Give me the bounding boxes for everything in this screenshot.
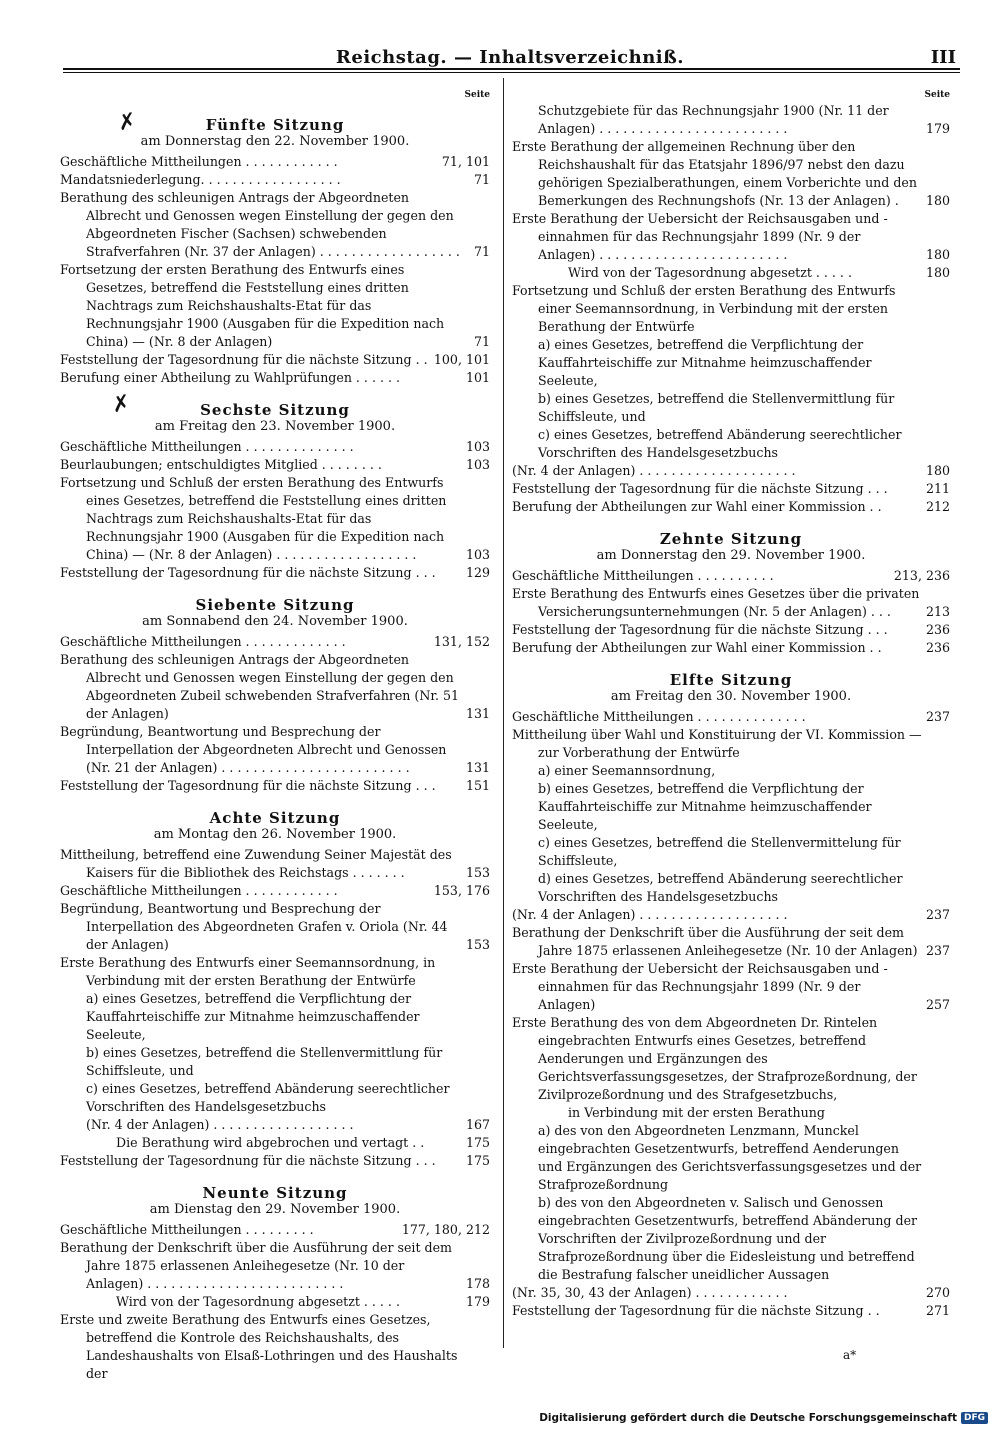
toc-entry <box>512 1284 950 1302</box>
entry-pages: 101 <box>465 370 490 385</box>
toc-entry <box>60 723 490 777</box>
page-number: III <box>930 47 956 68</box>
toc-entry <box>512 585 950 621</box>
toc-entry <box>60 777 490 795</box>
entry-text: Feststellung der Tagesordnung für die nächste Sitzung . . . <box>512 481 888 496</box>
running-title: Reichstag. — Inhaltsverzeichniß. <box>335 47 685 68</box>
entry-text: Feststellung der Tagesordnung für die nächste Sitzung . . <box>60 352 428 367</box>
toc-entry <box>512 924 950 960</box>
entry-text: Wird von der Tagesordnung abgesetzt . . . . . <box>568 265 852 280</box>
entry-text: (Nr. 4 der Anlagen) . . . . . . . . . . . . . . . . . . <box>86 1117 354 1132</box>
entry-text: Berathung des schleunigen Antrags der Abgeordneten Albrecht und Genossen wegen Einstellung der gegen den Abgeordneten Zubeil schwebenden Strafverfahren (Nr. 51 der Anlagen) <box>60 652 460 721</box>
session-date: am Montag den 26. November 1900. <box>153 827 397 842</box>
toc-entry <box>60 474 490 564</box>
entry-pages: 271 <box>925 1303 950 1318</box>
entry-text: (Nr. 4 der Anlagen) . . . . . . . . . . . . . . . . . . . <box>512 907 788 922</box>
entry-text: Erste Berathung der Uebersicht der Reichsausgaben und -einnahmen für das Rechnungsjahr 1899 (Nr. 9 der Anlagen) . . . . . . . . . . . . . . . . . . . . . . . . <box>512 211 888 262</box>
entry-text: b) eines Gesetzes, betreffend die Verpflichtung der Kauffahrteischiffe zur Mitnahme heimzuschaffender Seeleute, <box>538 781 872 832</box>
entry-text: c) eines Gesetzes, betreffend die Stellenvermittelung für Schiffsleute, <box>538 835 901 868</box>
entry-pages: 212 <box>925 499 950 514</box>
entry-pages: 131 <box>465 706 490 721</box>
toc-entry <box>60 1239 490 1293</box>
entry-pages: 180 <box>925 193 950 208</box>
toc-entry <box>512 138 950 210</box>
toc-entry <box>60 1080 490 1116</box>
entry-pages: 179 <box>925 121 950 136</box>
header-rule <box>63 68 960 70</box>
entry-text: Erste Berathung der allgemeinen Rechnung über den Reichshaushalt für das Etatsjahr 1896/97 nebst den dazu gehörigen Spezialberathungen, einem Vorberichte und den Bemerkungen des Rechnungshofs (Nr. 13 der Anlagen) . <box>512 139 917 208</box>
toc-entry <box>512 390 950 426</box>
entry-pages: 237 <box>925 943 950 958</box>
entry-text: Erste Berathung des Entwurfs einer Seemannsordnung, in Verbindung mit der ersten Berathung der Entwürfe <box>60 955 436 988</box>
session-date: am Donnerstag den 22. November 1900. <box>140 134 410 149</box>
toc-entry <box>60 1221 490 1239</box>
entry-pages: 180 <box>925 463 950 478</box>
entry-text: Berufung einer Abtheilung zu Wahlprüfungen . . . . . . <box>60 370 400 385</box>
entry-pages: 129 <box>465 565 490 580</box>
entry-text: Berathung des schleunigen Antrags der Abgeordneten Albrecht und Genossen wegen Einstellung der gegen den Abgeordneten Fischer (Sachsen) schwebenden Strafverfahren (Nr. 37 der Anlagen) . . . . . . . . . . . . . . . . . . <box>60 190 460 259</box>
entry-text: Berufung der Abtheilungen zur Wahl einer Kommission . . <box>512 499 882 514</box>
entry-text: a) des von den Abgeordneten Lenzmann, Munckel eingebrachten Gesetzentwurfs, betreffend Aenderungen und Ergänzungen des Gerichtsverfassungsgesetzes und der Strafprozeßordnung <box>538 1123 922 1192</box>
entry-text: Fortsetzung und Schluß der ersten Berathung des Entwurfs einer Seemannsordnung, in Verbindung mit der ersten Berathung der Entwürfe <box>512 283 896 334</box>
entry-text: in Verbindung mit der ersten Berathung <box>568 1105 825 1120</box>
entry-pages: 175 <box>465 1135 490 1150</box>
toc-entry <box>60 1116 490 1134</box>
entry-pages: 71, 101 <box>441 154 490 169</box>
toc-entry <box>512 726 950 762</box>
entry-text: Schutzgebiete für das Rechnungsjahr 1900 (Nr. 11 der Anlagen) . . . . . . . . . . . . . . . . . . . . . . . . <box>538 103 889 136</box>
toc-entry <box>512 960 950 1014</box>
entry-text: Feststellung der Tagesordnung für die nächste Sitzung . . . <box>60 565 436 580</box>
entry-text: Berathung der Denkschrift über die Ausführung der seit dem Jahre 1875 erlassenen Anleihegesetze (Nr. 10 der Anlagen) <box>512 925 918 958</box>
entry-text: a) eines Gesetzes, betreffend die Verpflichtung der Kauffahrteischiffe zur Mitnahme heimzuschaffender Seeleute, <box>538 337 872 388</box>
toc-entry <box>60 564 490 582</box>
entry-text: Erste Berathung des von dem Abgeordneten Dr. Rintelen eingebrachten Entwurfs eines Gesetzes, betreffend Aenderungen und Ergänzungen des Gerichtsverfassungsgesetzes, der Strafprozeßordnung, der Zivilprozeßordnung und des Strafgesetzbuchs, <box>512 1015 917 1102</box>
toc-entry <box>60 438 490 456</box>
footer-credit <box>539 1412 988 1424</box>
entry-pages: 237 <box>925 709 950 724</box>
toc-entry <box>512 102 950 138</box>
toc-entry <box>60 633 490 651</box>
toc-entry <box>60 954 490 990</box>
header-rule-thin <box>63 72 960 73</box>
entry-pages: 180 <box>925 265 950 280</box>
session-title: Fünfte Sitzung <box>205 116 345 134</box>
toc-entry <box>512 567 950 585</box>
entry-text: Geschäftliche Mittheilungen . . . . . . . . . . . . <box>60 883 338 898</box>
session-date: am Donnerstag den 29. November 1900. <box>596 548 866 563</box>
toc-entry <box>512 1302 950 1320</box>
entry-text: (Nr. 35, 30, 43 der Anlagen) . . . . . . . . . . . . <box>512 1285 788 1300</box>
entry-pages: 153 <box>465 865 490 880</box>
toc-entry <box>512 834 950 870</box>
toc-entry <box>60 1044 490 1080</box>
entry-pages: 270 <box>925 1285 950 1300</box>
entry-pages: 179 <box>465 1294 490 1309</box>
entry-pages: 103 <box>465 457 490 472</box>
toc-entry <box>512 480 950 498</box>
entry-pages: 153, 176 <box>433 883 490 898</box>
entry-pages: 213, 236 <box>893 568 950 583</box>
session-title: Zehnte Sitzung <box>659 530 803 548</box>
entry-text: Geschäftliche Mittheilungen . . . . . . . . . . <box>512 568 774 583</box>
entry-text: Wird von der Tagesordnung abgesetzt . . . . . <box>116 1294 400 1309</box>
entry-text: Mittheilung, betreffend eine Zuwendung Seiner Majestät des Kaisers für die Bibliothek des Reichstags . . . . . . . <box>60 847 452 880</box>
toc-entry <box>512 621 950 639</box>
entry-text: Geschäftliche Mittheilungen . . . . . . . . . . . . . . <box>512 709 806 724</box>
entry-text: Fortsetzung und Schluß der ersten Berathung des Entwurfs eines Gesetzes, betreffend die Feststellung eines dritten Nachtrags zum Reichshaushalts-Etat für das Rechnungsjahr 1900 (Ausgaben für die Expedition nach China) — (Nr. 8 der Anlagen) . . . . . . . . . . . . . . . . . . <box>60 475 447 562</box>
pencil-x-mark: ✗ <box>109 390 133 419</box>
entry-text: Fortsetzung der ersten Berathung des Entwurfs eines Gesetzes, betreffend die Feststellung eines dritten Nachtrags zum Reichshaushalts-Etat für das Rechnungsjahr 1900 (Ausgaben für die Expedition nach China) — (Nr. 8 der Anlagen) <box>60 262 445 349</box>
session-date: am Freitag den 30. November 1900. <box>610 689 852 704</box>
entry-pages: 71 <box>473 334 490 349</box>
toc-entry <box>60 369 490 387</box>
toc-entry <box>512 264 950 282</box>
entry-pages: 153 <box>465 937 490 952</box>
entry-pages: 103 <box>465 547 490 562</box>
entry-text: Feststellung der Tagesordnung für die nächste Sitzung . . . <box>512 622 888 637</box>
seite-label: Seite <box>924 90 950 100</box>
entry-text: Erste und zweite Berathung des Entwurfs eines Gesetzes, betreffend die Kontrole des Reichshaushalts, des Landeshaushalts von Elsaß-Lothringen und des Haushalts der <box>60 1312 458 1381</box>
entry-text: Beurlaubungen; entschuldigtes Mitglied . . . . . . . . <box>60 457 382 472</box>
entry-pages: 71 <box>473 244 490 259</box>
entry-text: Erste Berathung des Entwurfs eines Gesetzes über die privaten Versicherungsunternehmungen (Nr. 5 der Anlagen) . . . <box>512 586 920 619</box>
entry-pages: 213 <box>925 604 950 619</box>
toc-entry <box>512 1104 950 1122</box>
left-column <box>60 90 490 1383</box>
toc-entry <box>512 282 950 336</box>
entry-text: Geschäftliche Mittheilungen . . . . . . . . . . . . <box>60 154 338 169</box>
toc-entry <box>512 906 950 924</box>
entry-pages: 103 <box>465 439 490 454</box>
toc-entry <box>512 1122 950 1194</box>
toc-entry <box>60 153 490 171</box>
entry-text: Feststellung der Tagesordnung für die nächste Sitzung . . . <box>60 778 436 793</box>
toc-entry <box>512 210 950 264</box>
entry-pages: 211 <box>925 481 950 496</box>
session-title: Sechste Sitzung <box>200 401 350 419</box>
entry-text: a) einer Seemannsordnung, <box>538 763 716 778</box>
entry-pages: 180 <box>925 247 950 262</box>
entry-text: c) eines Gesetzes, betreffend Abänderung seerechtlicher Vorschriften des Handelsgesetzbuchs <box>538 427 902 460</box>
entry-text: Die Berathung wird abgebrochen und vertagt . . <box>116 1135 425 1150</box>
session-date: am Dienstag den 29. November 1900. <box>149 1202 401 1217</box>
entry-text: c) eines Gesetzes, betreffend Abänderung seerechtlicher Vorschriften des Handelsgesetzbuchs <box>86 1081 450 1114</box>
toc-entry <box>60 351 490 369</box>
session-title: Neunte Sitzung <box>202 1184 348 1202</box>
session-date: am Sonnabend den 24. November 1900. <box>142 614 408 629</box>
toc-entry <box>60 1152 490 1170</box>
entry-pages: 178 <box>465 1276 490 1291</box>
entry-pages: 167 <box>465 1117 490 1132</box>
entry-text: Mittheilung über Wahl und Konstituirung der VI. Kommission — zur Vorberathung der Entwürfe <box>512 727 922 760</box>
toc-entry <box>60 900 490 954</box>
toc-entry <box>60 990 490 1044</box>
toc-entry <box>60 171 490 189</box>
entry-text: a) eines Gesetzes, betreffend die Verpflichtung der Kauffahrteischiffe zur Mitnahme heimzuschaffender Seeleute, <box>86 991 420 1042</box>
entry-pages: 175 <box>465 1153 490 1168</box>
session-title: Siebente Sitzung <box>195 596 355 614</box>
entry-text: Begründung, Beantwortung und Besprechung der Interpellation des Abgeordneten Grafen v. Oriola (Nr. 44 der Anlagen) <box>60 901 448 952</box>
entry-pages: 257 <box>925 997 950 1012</box>
entry-text: b) eines Gesetzes, betreffend die Stellenvermittlung für Schiffsleute, und <box>538 391 895 424</box>
toc-entry <box>60 1311 490 1383</box>
toc-entry <box>60 1134 490 1152</box>
toc-entry <box>512 870 950 906</box>
toc-entry <box>512 1014 950 1104</box>
toc-entry <box>512 426 950 462</box>
entry-text: b) des von den Abgeordneten v. Salisch und Genossen eingebrachten Gesetzentwurfs, betreffend Abänderung der Vorschriften der Zivilprozeßordnung und der Strafprozeßordnung über die Eidesleistung und betreffend die Bestrafung falscher uneidlicher Aussagen <box>538 1195 918 1282</box>
entry-text: Berathung der Denkschrift über die Ausführung der seit dem Jahre 1875 erlassenen Anleihegesetze (Nr. 10 der Anlagen) . . . . . . . . . . . . . . . . . . . . . . . . . <box>60 1240 452 1291</box>
entry-pages: 236 <box>925 622 950 637</box>
column-divider <box>503 78 504 1348</box>
entry-pages: 236 <box>925 640 950 655</box>
entry-pages: 131 <box>465 760 490 775</box>
entry-text: Erste Berathung der Uebersicht der Reichsausgaben und -einnahmen für das Rechnungsjahr 1899 (Nr. 9 der Anlagen) <box>512 961 888 1012</box>
entry-text: (Nr. 4 der Anlagen) . . . . . . . . . . . . . . . . . . . . <box>512 463 796 478</box>
entry-pages: 71 <box>473 172 490 187</box>
toc-entry <box>60 882 490 900</box>
toc-entry <box>512 498 950 516</box>
entry-text: Feststellung der Tagesordnung für die nächste Sitzung . . <box>512 1303 880 1318</box>
session-date: am Freitag den 23. November 1900. <box>154 419 396 434</box>
toc-entry <box>60 261 490 351</box>
left-sections <box>60 116 490 1383</box>
entry-text: b) eines Gesetzes, betreffend die Stellenvermittlung für Schiffsleute, und <box>86 1045 443 1078</box>
entry-text: Geschäftliche Mittheilungen . . . . . . . . . . . . . . <box>60 439 354 454</box>
entry-text: Geschäftliche Mittheilungen . . . . . . . . . <box>60 1222 314 1237</box>
entry-text: Feststellung der Tagesordnung für die nächste Sitzung . . . <box>60 1153 436 1168</box>
signature-mark: a* <box>843 1348 857 1362</box>
entry-pages: 131, 152 <box>433 634 490 649</box>
toc-entry <box>512 336 950 390</box>
toc-entry <box>60 1293 490 1311</box>
pencil-x-mark: ✗ <box>115 108 139 137</box>
toc-entry <box>512 1194 950 1284</box>
toc-entry <box>512 708 950 726</box>
entry-pages: 237 <box>925 907 950 922</box>
session-title: Achte Sitzung <box>209 809 341 827</box>
toc-entry <box>512 639 950 657</box>
right-column <box>512 90 950 1320</box>
entry-text: d) eines Gesetzes, betreffend Abänderung seerechtlicher Vorschriften des Handelsgesetzbuchs <box>538 871 903 904</box>
dfg-logo: DFG <box>961 1412 988 1424</box>
session-title: Elfte Sitzung <box>669 671 793 689</box>
toc-entry <box>60 189 490 261</box>
entry-text: Begründung, Beantwortung und Besprechung der Interpellation der Abgeordneten Albrecht und Genossen (Nr. 21 der Anlagen) . . . . . . . . . . . . . . . . . . . . . . . . <box>60 724 447 775</box>
entry-pages: 177, 180, 212 <box>401 1222 490 1237</box>
entry-text: Berufung der Abtheilungen zur Wahl einer Kommission . . <box>512 640 882 655</box>
seite-label: Seite <box>464 90 490 100</box>
right-sections <box>512 102 950 1320</box>
toc-entry <box>60 846 490 882</box>
toc-entry <box>60 456 490 474</box>
toc-entry <box>512 762 950 780</box>
entry-pages: 151 <box>465 778 490 793</box>
entry-text: Mandatsniederlegung. . . . . . . . . . . . . . . . . . <box>60 172 341 187</box>
toc-entry <box>512 462 950 480</box>
toc-entry <box>60 651 490 723</box>
entry-text: Geschäftliche Mittheilungen . . . . . . . . . . . . . <box>60 634 346 649</box>
entry-pages: 100, 101 <box>433 352 490 367</box>
footer-text: Digitalisierung gefördert durch die Deutsche Forschungsgemeinschaft <box>539 1412 957 1424</box>
toc-entry <box>512 780 950 834</box>
